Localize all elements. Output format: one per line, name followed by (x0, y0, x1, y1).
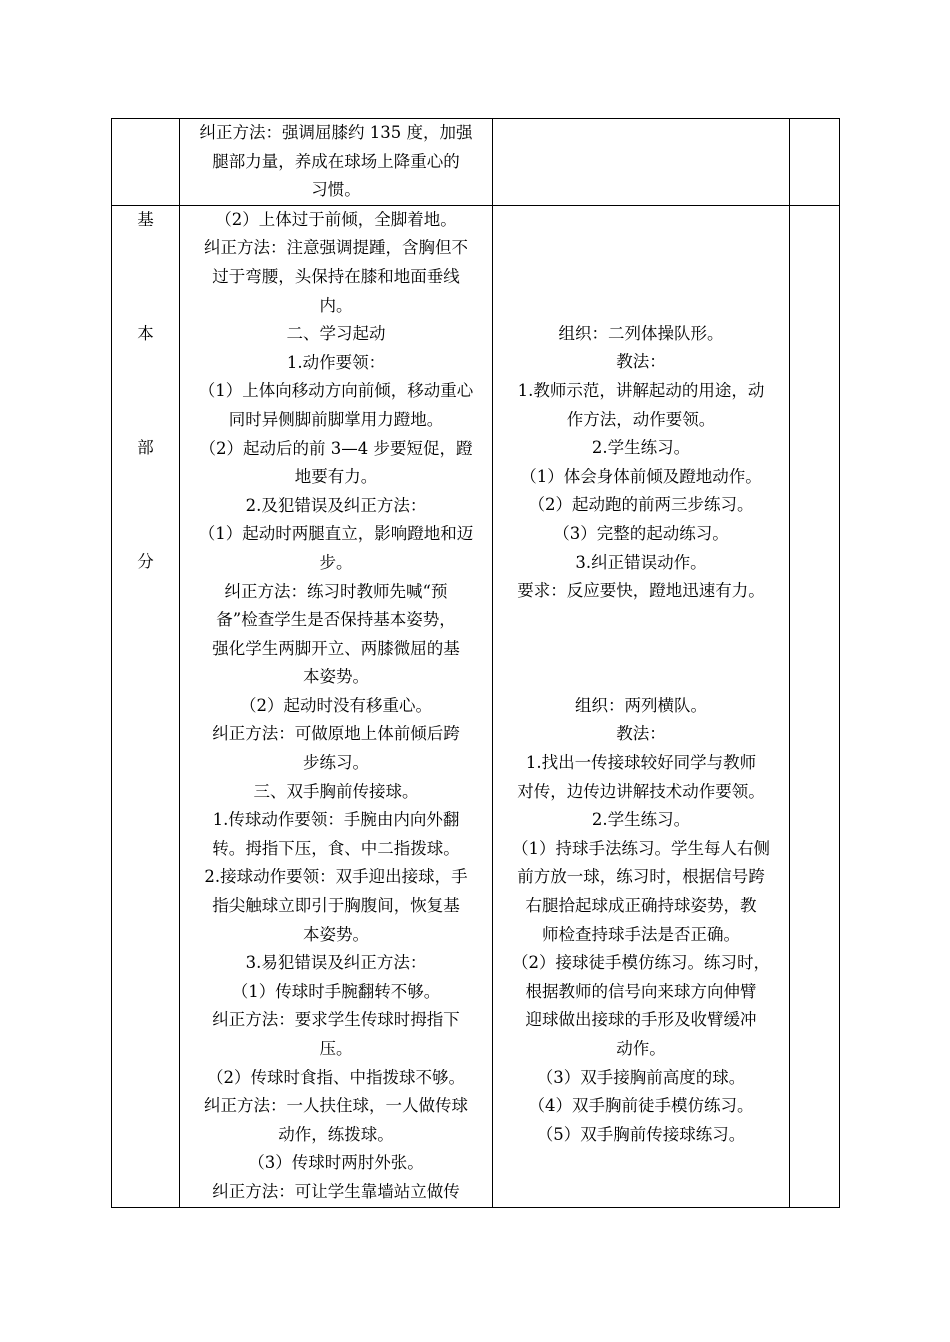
text-line: 纠正方法：练习时教师先喊“预 (224, 581, 448, 601)
text-line: 纠正方法：要求学生传球时拇指下 (212, 1010, 460, 1030)
text-line: 动作，练拨球。 (278, 1124, 394, 1144)
text-line: 步。 (319, 552, 353, 572)
text-line: 三、双手胸前传接球。 (253, 781, 419, 801)
text-line: （1）传球时手腕翻转不够。 (231, 981, 441, 1001)
text-line: （2）传球时食指、中指拨球不够。 (207, 1067, 465, 1087)
table-row (112, 205, 840, 1207)
table-row (112, 119, 840, 206)
text-line: 教法： (616, 724, 666, 744)
content-lines (186, 119, 486, 205)
text-line: 转。拇指下压，食、中二指拨球。 (212, 838, 460, 858)
text-line: 1.动作要领： (286, 352, 386, 372)
text-line: 本姿势。 (303, 667, 369, 687)
text-line: （5）双手胸前传接球练习。 (536, 1124, 746, 1144)
text-line: （1）起动时两腿直立，影响蹬地和迈 (198, 524, 474, 544)
text-line: 动作。 (616, 1038, 666, 1058)
text-line: 1.传球动作要领：手腕由内向外翻 (212, 810, 460, 830)
text-line: 2.接球动作要领：双手迎出接球，手 (204, 867, 468, 887)
text-line: 纠正方法：可做原地上体前倾后跨 (212, 724, 460, 744)
text-line: 2.及犯错误及纠正方法： (245, 495, 427, 515)
text-line: 作方法，动作要领。 (566, 409, 716, 429)
text-line: 迎球做出接球的手形及收臂缓冲 (525, 1010, 757, 1030)
text-line: 指尖触球立即引于胸腹间，恢复基 (212, 896, 460, 916)
text-line: （3）完整的起动练习。 (553, 523, 729, 543)
text-line: （2）起动时没有移重心。 (240, 695, 432, 715)
text-line: 过于弯腰，头保持在膝和地面垂线 (212, 266, 460, 286)
section-label-char: 基 (137, 209, 154, 229)
text-line: 步练习。 (303, 753, 369, 773)
text-line: 二、学习起动 (286, 324, 386, 344)
method-cell-empty (493, 119, 790, 206)
method-block-pass-catch (493, 692, 789, 1150)
text-line: 要求：反应要快，蹬地迅速有力。 (517, 581, 765, 601)
text-line: 1.教师示范，讲解起动的用途，动 (517, 380, 765, 400)
text-line: 3.纠正错误动作。 (575, 552, 707, 572)
section-label-char: 分 (137, 551, 154, 571)
text-line: 前方放一球，练习时，根据信号跨 (517, 867, 765, 887)
section-label-cell (112, 205, 180, 1207)
text-line: 纠正方法：一人扶住球，一人做传球 (204, 1096, 468, 1116)
text-line: 2.学生练习。 (591, 810, 691, 830)
text-line: （2）上体过于前倾，全脚着地。 (215, 209, 457, 229)
text-line: 同时异侧脚前脚掌用力蹬地。 (228, 409, 444, 429)
section-label-char: 部 (137, 437, 154, 457)
text-line: （1）持球手法练习。学生每人右侧 (512, 838, 770, 858)
text-line: 2.学生练习。 (591, 438, 691, 458)
text-line: 压。 (319, 1039, 353, 1058)
text-line: （1）体会身体前倾及蹬地动作。 (520, 466, 762, 486)
text-line: 腿部力量，养成在球场上降重心的 (212, 151, 460, 171)
text-line: 纠正方法：强调屈膝约 135 度，加强 (199, 123, 473, 142)
text-line: （4）双手胸前徒手模仿练习。 (528, 1096, 754, 1116)
remarks-cell-empty (790, 119, 840, 206)
text-line: （3）双手接胸前高度的球。 (536, 1067, 746, 1087)
text-line: （2）起动跑的前两三步练习。 (528, 495, 754, 515)
text-line: 纠正方法：注意强调提踵，含胸但不 (204, 238, 468, 258)
text-line: （1）上体向移动方向前倾，移动重心 (198, 381, 474, 401)
text-line: 根据教师的信号向来球方向伸臂 (525, 981, 757, 1001)
text-line: 地要有力。 (294, 467, 378, 487)
text-line: 习惯。 (311, 180, 361, 200)
text-line: 强化学生两脚开立、两膝微屈的基 (212, 638, 460, 658)
text-line: 右腿拾起球成正确持球姿势，教 (525, 895, 757, 915)
content-cell (180, 119, 493, 206)
method-cell (493, 205, 790, 1207)
section-cell-empty (112, 119, 180, 206)
text-line: 本姿势。 (303, 924, 369, 944)
content-cell (180, 205, 493, 1207)
method-block-start (493, 320, 789, 606)
text-line: 纠正方法：可让学生靠墙站立做传 (212, 1181, 460, 1201)
text-line: 内。 (319, 295, 353, 315)
text-line: 组织：二列体操队形。 (558, 323, 724, 343)
text-line: （2）起动后的前 3—4 步要短促，蹬 (199, 438, 473, 458)
text-line: 3.易犯错误及纠正方法： (245, 953, 427, 973)
text-line: （3）传球时两肘外张。 (248, 1153, 424, 1173)
lesson-plan-table (111, 118, 840, 1208)
section-label-char: 本 (137, 323, 154, 343)
text-line: 1.找出一传接球较好同学与教师 (525, 752, 757, 772)
remarks-cell (790, 205, 840, 1207)
text-line: 备”检查学生是否保持基本姿势， (216, 610, 456, 630)
text-line: 组织：两列横队。 (575, 695, 707, 715)
section-label (118, 206, 173, 1196)
text-line: 对传，边传边讲解技术动作要领。 (517, 781, 765, 801)
text-line: 教法： (616, 352, 666, 372)
content-lines (186, 206, 486, 1207)
text-line: （2）接球徒手模仿练习。练习时， (512, 953, 770, 973)
text-line: 师检查持球手法是否正确。 (542, 924, 740, 944)
